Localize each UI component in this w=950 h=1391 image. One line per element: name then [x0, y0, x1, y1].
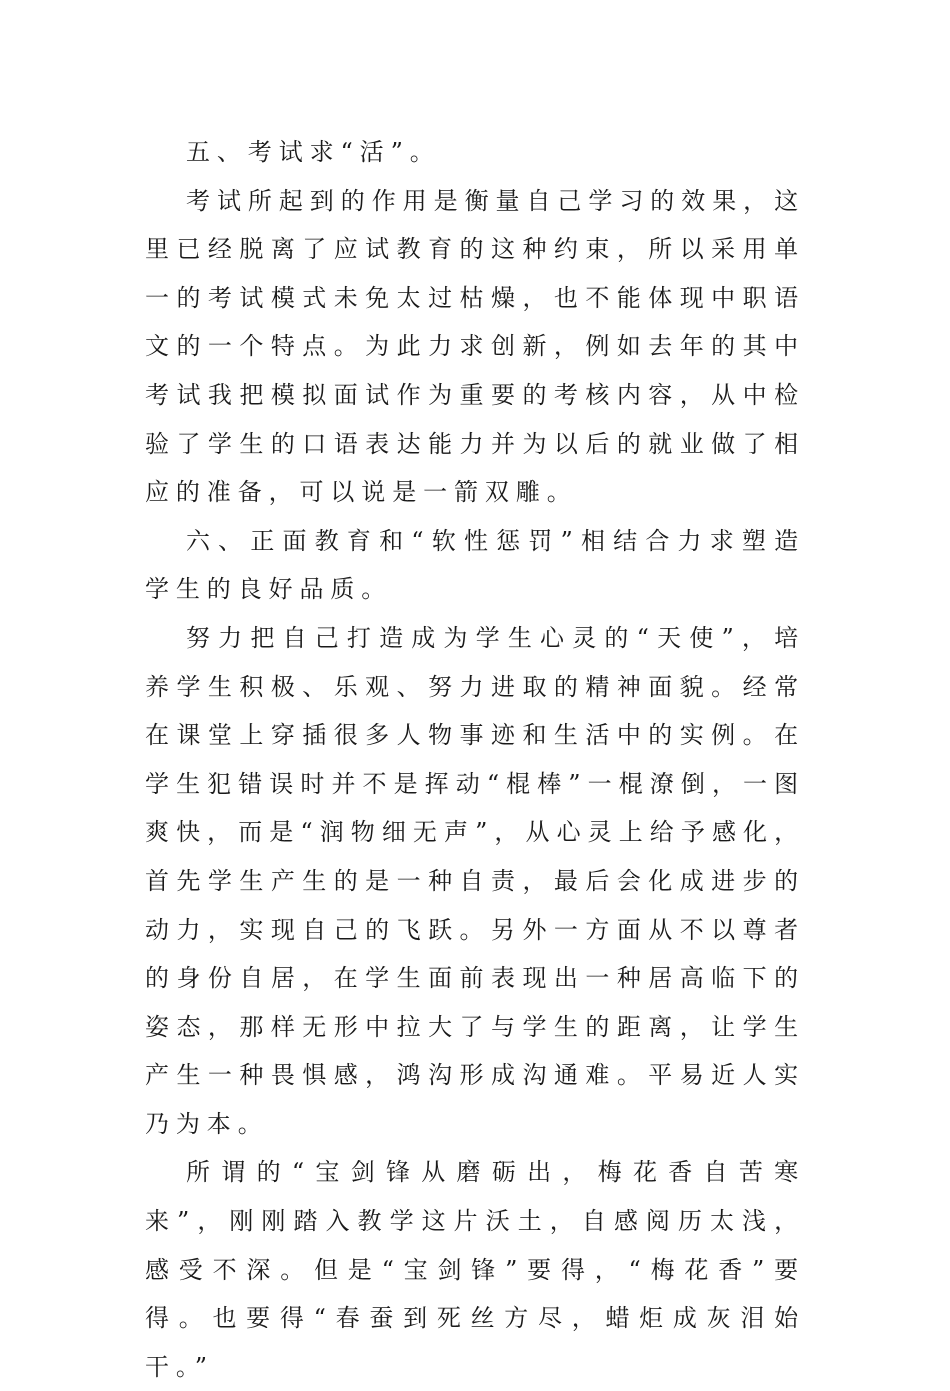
paragraph-exam: 考试所起到的作用是衡量自己学习的效果，这里已经脱离了应试教育的这种约束，所以采用单一的考试模式未免太过枯燥，也不能体现中职语文的一个特点。为此力求创新，例如去年的其中考试我把模拟面试作为重要的考核内容，从中检验了学生的口语表达能力并为以后的就业做了相应的准备，可以说是一箭双雕。	[145, 186, 805, 507]
section-heading-six: 六、正面教育和“软性惩罚”相结合力求塑造学生的良好品质。	[145, 526, 805, 604]
paragraph-conclusion: 所谓的“宝剑锋从磨砺出，梅花香自苦寒来”，刚刚踏入教学这片沃土，自感阅历太浅，感受不深。但是“宝剑锋”要得，“梅花香”要得。也要得“春蚕到死丝方尽，蜡炬成灰泪始干。”	[145, 1158, 805, 1381]
paragraph-angel: 努力把自己打造成为学生心灵的“天使”，培养学生积极、乐观、努力进取的精神面貌。经常在课堂上穿插很多人物事迹和生活中的实例。在学生犯错误时并不是挥动“棍棒”一棍潦倒，一图爽快，而是“润物细无声”，从心灵上给予感化，首先学生产生的是一种自责，最后会化成进步的动力，实现自己的飞跃。另外一方面从不以尊者的身份自居，在学生面前表现出一种居高临下的姿态，那样无形中拉大了与学生的距离，让学生产生一种畏惧感，鸿沟形成沟通难。平易近人实乃为本。	[145, 623, 805, 1138]
section-heading-five: 五、考试求“活”。	[186, 138, 441, 166]
document-body	[145, 128, 805, 1391]
